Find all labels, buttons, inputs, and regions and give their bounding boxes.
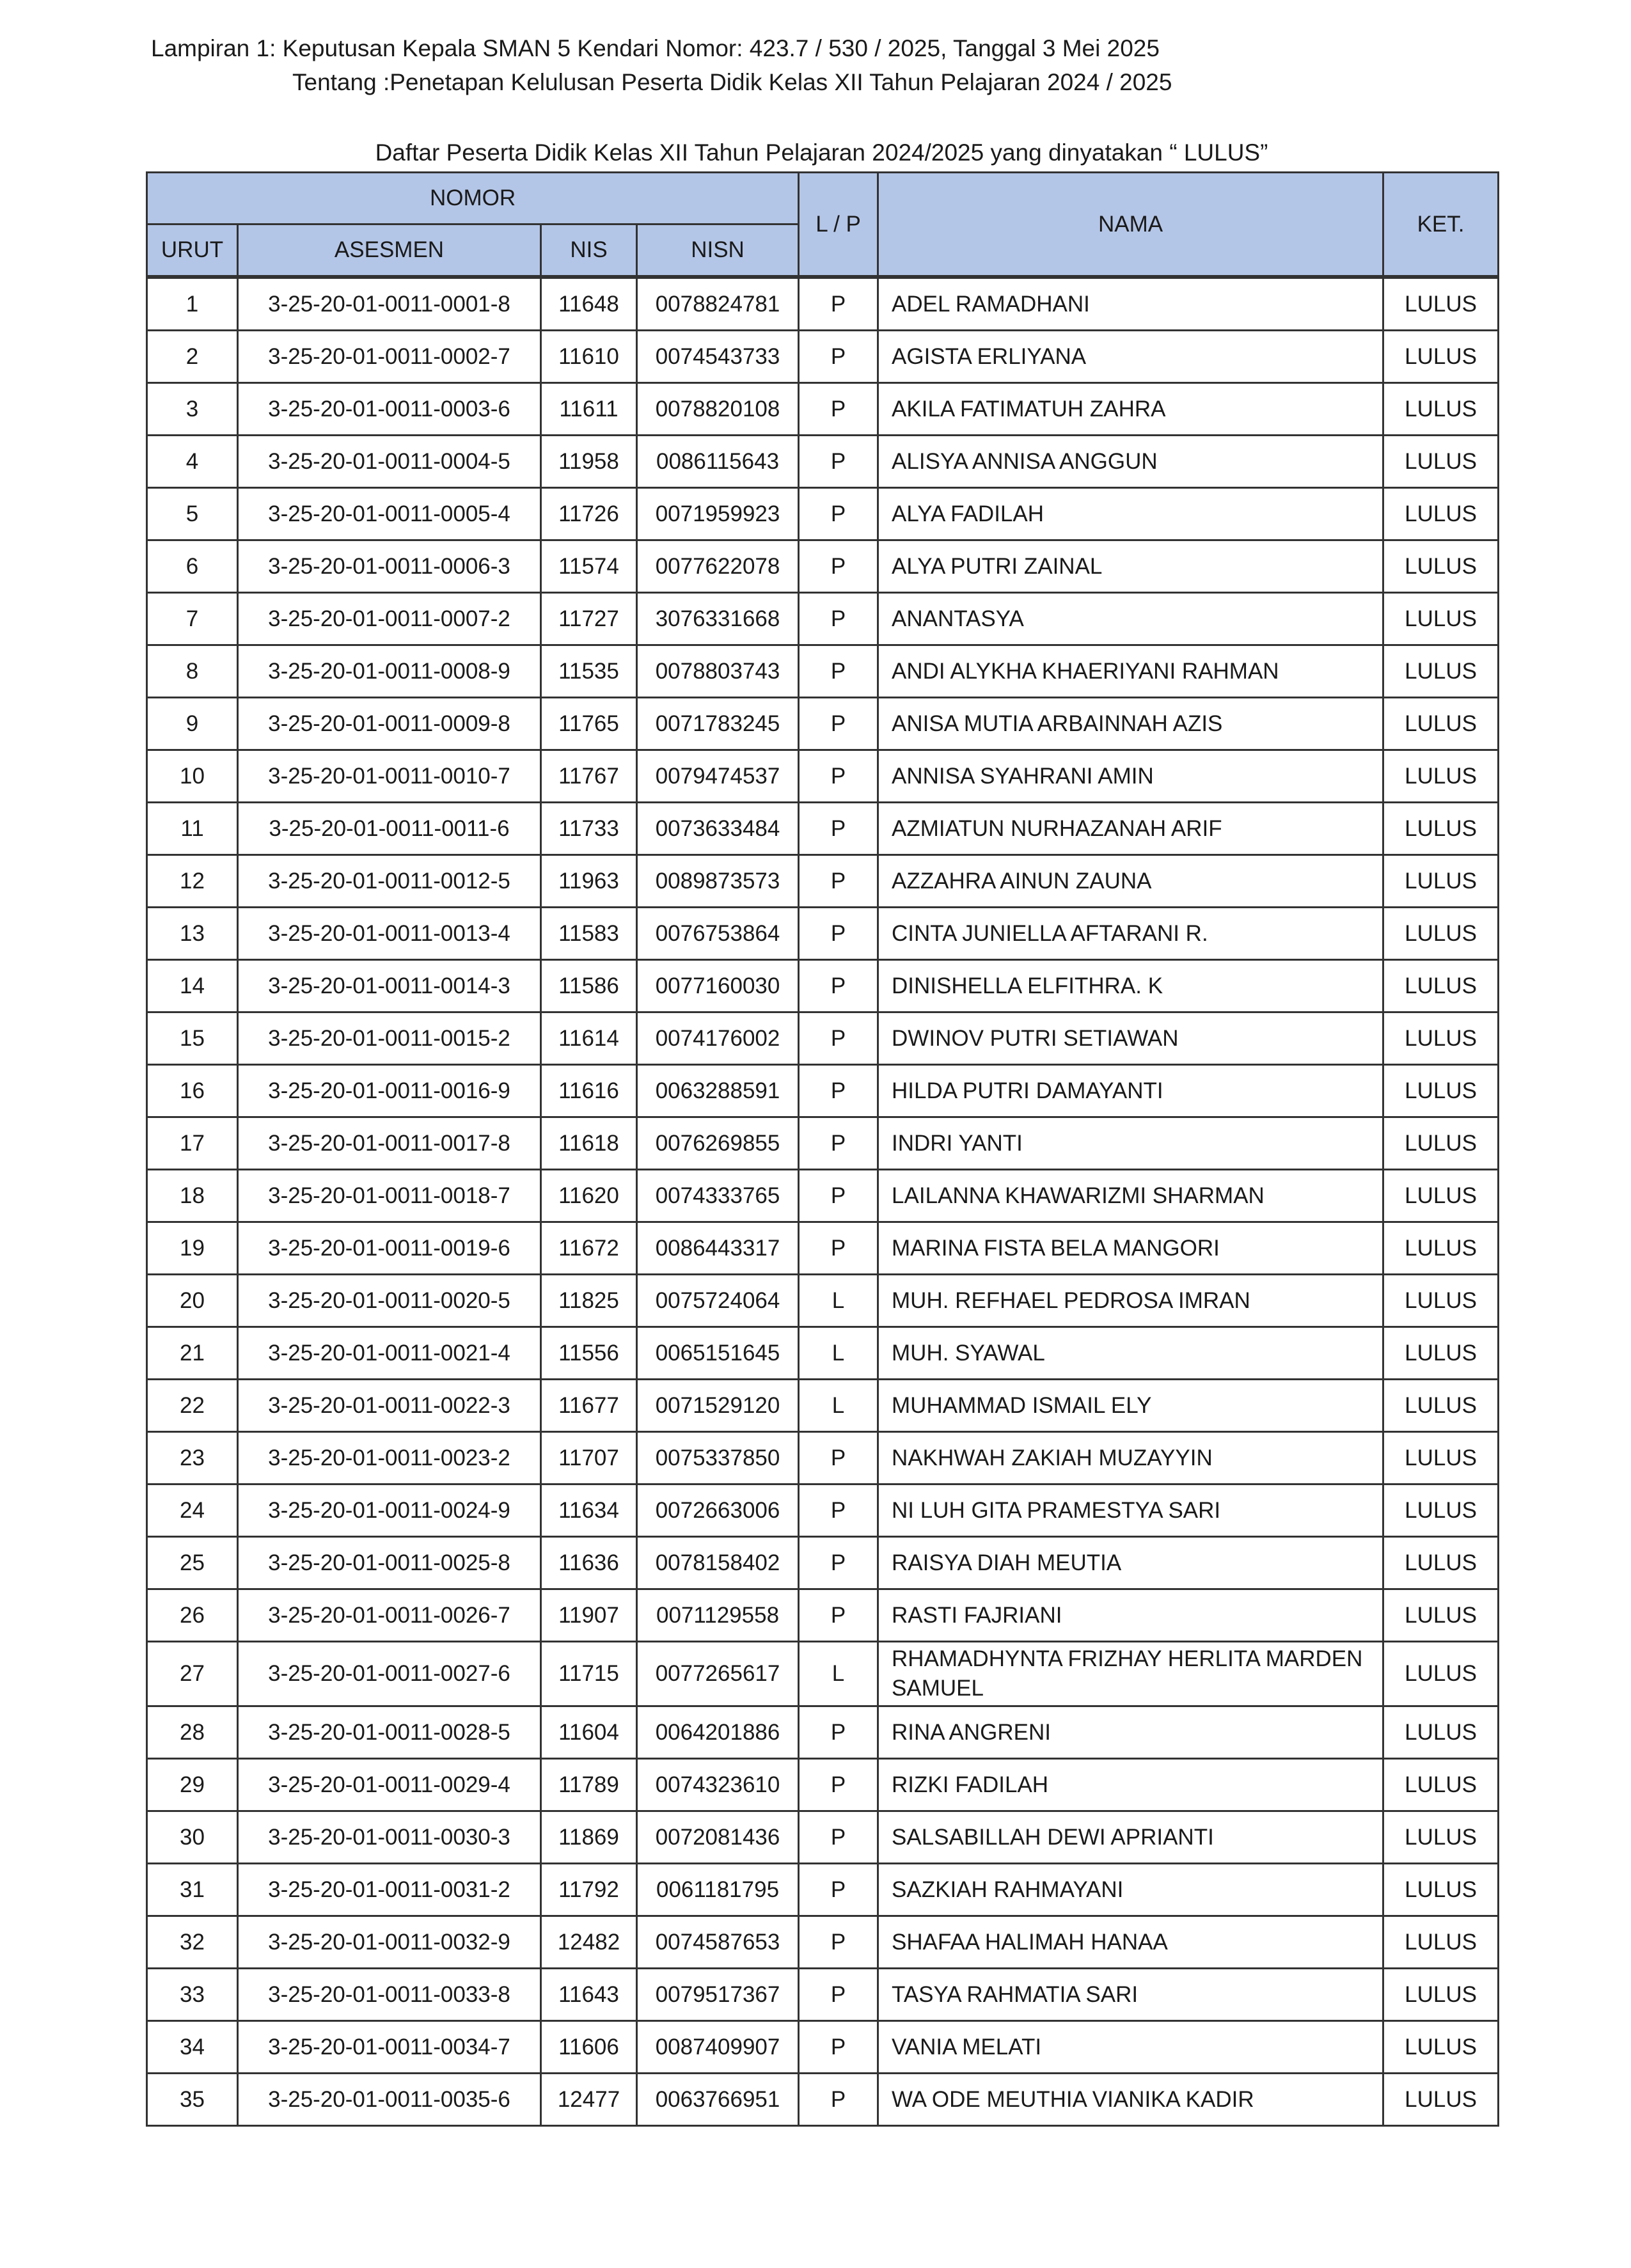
cell-nis: 11715 — [541, 1642, 637, 1706]
cell-urut: 10 — [147, 750, 238, 803]
cell-nisn: 0074587653 — [637, 1916, 799, 1969]
cell-nis: 11726 — [541, 488, 637, 540]
cell-urut: 31 — [147, 1864, 238, 1916]
cell-urut: 24 — [147, 1484, 238, 1537]
cell-lp: L — [799, 1642, 878, 1706]
table-row — [147, 960, 1499, 1012]
cell-nisn: 0077622078 — [637, 540, 799, 593]
cell-nis: 11643 — [541, 1969, 637, 2021]
cell-asesmen: 3-25-20-01-0011-0003-6 — [238, 383, 541, 436]
cell-lp: P — [799, 698, 878, 750]
table-body — [147, 277, 1499, 2126]
cell-nisn: 3076331668 — [637, 593, 799, 645]
cell-nama: NAKHWAH ZAKIAH MUZAYYIN — [878, 1432, 1383, 1484]
table-row — [147, 1484, 1499, 1537]
table-row — [147, 803, 1499, 855]
table-row — [147, 593, 1499, 645]
cell-nisn: 0071129558 — [637, 1589, 799, 1642]
cell-nama: WA ODE MEUTHIA VIANIKA KADIR — [878, 2074, 1383, 2126]
cell-asesmen: 3-25-20-01-0011-0009-8 — [238, 698, 541, 750]
cell-urut: 20 — [147, 1275, 238, 1327]
cell-urut: 1 — [147, 277, 238, 331]
cell-nama: LAILANNA KHAWARIZMI SHARMAN — [878, 1170, 1383, 1222]
cell-ket: LULUS — [1383, 1275, 1499, 1327]
table-row — [147, 1642, 1499, 1706]
cell-lp: P — [799, 277, 878, 331]
cell-urut: 8 — [147, 645, 238, 698]
cell-asesmen: 3-25-20-01-0011-0026-7 — [238, 1589, 541, 1642]
cell-lp: P — [799, 645, 878, 698]
cell-lp: P — [799, 540, 878, 593]
table-row — [147, 1065, 1499, 1117]
cell-lp: P — [799, 960, 878, 1012]
header-nisn: NISN — [637, 224, 799, 278]
header-nomor: NOMOR — [147, 173, 799, 224]
cell-nama: ALYA PUTRI ZAINAL — [878, 540, 1383, 593]
table-row — [147, 1589, 1499, 1642]
cell-nama: AGISTA ERLIYANA — [878, 331, 1383, 383]
cell-nis: 11958 — [541, 436, 637, 488]
cell-nisn: 0077265617 — [637, 1642, 799, 1706]
table-row — [147, 2021, 1499, 2074]
cell-ket: LULUS — [1383, 1864, 1499, 1916]
cell-nama: AZMIATUN NURHAZANAH ARIF — [878, 803, 1383, 855]
cell-lp: P — [799, 855, 878, 908]
cell-urut: 13 — [147, 908, 238, 960]
header-lp: L / P — [799, 173, 878, 278]
cell-nis: 11825 — [541, 1275, 637, 1327]
cell-nama: MARINA FISTA BELA MANGORI — [878, 1222, 1383, 1275]
table-row — [147, 1012, 1499, 1065]
cell-lp: L — [799, 1380, 878, 1432]
cell-nis: 11636 — [541, 1537, 637, 1589]
cell-nisn: 0079517367 — [637, 1969, 799, 2021]
cell-nis: 11907 — [541, 1589, 637, 1642]
cell-asesmen: 3-25-20-01-0011-0032-9 — [238, 1916, 541, 1969]
table-row — [147, 383, 1499, 436]
cell-asesmen: 3-25-20-01-0011-0016-9 — [238, 1065, 541, 1117]
cell-urut: 35 — [147, 2074, 238, 2126]
cell-lp: P — [799, 750, 878, 803]
cell-nis: 11672 — [541, 1222, 637, 1275]
cell-ket: LULUS — [1383, 1969, 1499, 2021]
decree-subject: Tentang :Penetapan Kelulusan Peserta Didik Kelas XII Tahun Pelajaran 2024 / 2025 — [292, 69, 1172, 95]
cell-urut: 21 — [147, 1327, 238, 1380]
cell-ket: LULUS — [1383, 1642, 1499, 1706]
cell-nisn: 0077160030 — [637, 960, 799, 1012]
table-row — [147, 1222, 1499, 1275]
table-row — [147, 1380, 1499, 1432]
cell-lp: P — [799, 803, 878, 855]
decree-reference: Lampiran 1: Keputusan Kepala SMAN 5 Kendari Nomor: 423.7 / 530 / 2025, Tanggal 3 Mei 2025 — [151, 35, 1160, 61]
cell-urut: 29 — [147, 1759, 238, 1811]
cell-nama: INDRI YANTI — [878, 1117, 1383, 1170]
cell-ket: LULUS — [1383, 1484, 1499, 1537]
cell-ket: LULUS — [1383, 488, 1499, 540]
cell-nisn: 0063288591 — [637, 1065, 799, 1117]
table-row — [147, 1864, 1499, 1916]
cell-nisn: 0074333765 — [637, 1170, 799, 1222]
cell-nisn: 0075724064 — [637, 1275, 799, 1327]
cell-ket: LULUS — [1383, 645, 1499, 698]
cell-ket: LULUS — [1383, 277, 1499, 331]
cell-nisn: 0087409907 — [637, 2021, 799, 2074]
table-row — [147, 540, 1499, 593]
table-row — [147, 1916, 1499, 1969]
cell-asesmen: 3-25-20-01-0011-0010-7 — [238, 750, 541, 803]
cell-nama: AZZAHRA AINUN ZAUNA — [878, 855, 1383, 908]
cell-nisn: 0078158402 — [637, 1537, 799, 1589]
cell-lp: P — [799, 1222, 878, 1275]
cell-lp: P — [799, 2021, 878, 2074]
cell-ket: LULUS — [1383, 750, 1499, 803]
cell-urut: 33 — [147, 1969, 238, 2021]
cell-ket: LULUS — [1383, 1537, 1499, 1589]
cell-lp: P — [799, 593, 878, 645]
cell-urut: 15 — [147, 1012, 238, 1065]
cell-nama: RINA ANGRENI — [878, 1706, 1383, 1759]
cell-nis: 11707 — [541, 1432, 637, 1484]
table-row — [147, 698, 1499, 750]
cell-nisn: 0078820108 — [637, 383, 799, 436]
cell-nisn: 0074176002 — [637, 1012, 799, 1065]
cell-nis: 11869 — [541, 1811, 637, 1864]
cell-nisn: 0086115643 — [637, 436, 799, 488]
cell-asesmen: 3-25-20-01-0011-0012-5 — [238, 855, 541, 908]
cell-asesmen: 3-25-20-01-0011-0023-2 — [238, 1432, 541, 1484]
cell-urut: 2 — [147, 331, 238, 383]
cell-lp: P — [799, 1706, 878, 1759]
cell-asesmen: 3-25-20-01-0011-0022-3 — [238, 1380, 541, 1432]
cell-nisn: 0078824781 — [637, 277, 799, 331]
cell-nis: 11616 — [541, 1065, 637, 1117]
table-row — [147, 331, 1499, 383]
cell-asesmen: 3-25-20-01-0011-0028-5 — [238, 1706, 541, 1759]
cell-nama: ANDI ALYKHA KHAERIYANI RAHMAN — [878, 645, 1383, 698]
cell-ket: LULUS — [1383, 908, 1499, 960]
cell-lp: P — [799, 1432, 878, 1484]
cell-nis: 11767 — [541, 750, 637, 803]
cell-nis: 11614 — [541, 1012, 637, 1065]
cell-ket: LULUS — [1383, 960, 1499, 1012]
cell-urut: 3 — [147, 383, 238, 436]
cell-asesmen: 3-25-20-01-0011-0014-3 — [238, 960, 541, 1012]
cell-urut: 23 — [147, 1432, 238, 1484]
table-row — [147, 1759, 1499, 1811]
table-row — [147, 436, 1499, 488]
cell-ket: LULUS — [1383, 1916, 1499, 1969]
header-nis: NIS — [541, 224, 637, 278]
table-row — [147, 1969, 1499, 2021]
cell-asesmen: 3-25-20-01-0011-0027-6 — [238, 1642, 541, 1706]
cell-nis: 11727 — [541, 593, 637, 645]
cell-ket: LULUS — [1383, 1117, 1499, 1170]
cell-urut: 14 — [147, 960, 238, 1012]
cell-nama: ANISA MUTIA ARBAINNAH AZIS — [878, 698, 1383, 750]
cell-asesmen: 3-25-20-01-0011-0013-4 — [238, 908, 541, 960]
cell-nisn: 0065151645 — [637, 1327, 799, 1380]
cell-urut: 7 — [147, 593, 238, 645]
cell-nisn: 0072663006 — [637, 1484, 799, 1537]
cell-nama: VANIA MELATI — [878, 2021, 1383, 2074]
cell-urut: 18 — [147, 1170, 238, 1222]
cell-ket: LULUS — [1383, 1589, 1499, 1642]
cell-ket: LULUS — [1383, 331, 1499, 383]
cell-lp: P — [799, 1484, 878, 1537]
cell-ket: LULUS — [1383, 698, 1499, 750]
cell-ket: LULUS — [1383, 1759, 1499, 1811]
table-row — [147, 1170, 1499, 1222]
cell-ket: LULUS — [1383, 593, 1499, 645]
cell-lp: P — [799, 1170, 878, 1222]
cell-asesmen: 3-25-20-01-0011-0007-2 — [238, 593, 541, 645]
cell-nisn: 0071959923 — [637, 488, 799, 540]
cell-lp: P — [799, 908, 878, 960]
cell-asesmen: 3-25-20-01-0011-0011-6 — [238, 803, 541, 855]
cell-urut: 32 — [147, 1916, 238, 1969]
cell-ket: LULUS — [1383, 540, 1499, 593]
table-row — [147, 488, 1499, 540]
cell-nama: RASTI FAJRIANI — [878, 1589, 1383, 1642]
cell-nama: ALISYA ANNISA ANGGUN — [878, 436, 1383, 488]
cell-nisn: 0079474537 — [637, 750, 799, 803]
cell-nisn: 0076753864 — [637, 908, 799, 960]
cell-ket: LULUS — [1383, 2021, 1499, 2074]
cell-nama: MUH. SYAWAL — [878, 1327, 1383, 1380]
cell-asesmen: 3-25-20-01-0011-0005-4 — [238, 488, 541, 540]
cell-nis: 11620 — [541, 1170, 637, 1222]
cell-asesmen: 3-25-20-01-0011-0006-3 — [238, 540, 541, 593]
cell-nama: TASYA RAHMATIA SARI — [878, 1969, 1383, 2021]
cell-asesmen: 3-25-20-01-0011-0024-9 — [238, 1484, 541, 1537]
cell-nisn: 0074543733 — [637, 331, 799, 383]
cell-ket: LULUS — [1383, 383, 1499, 436]
cell-nama: NI LUH GITA PRAMESTYA SARI — [878, 1484, 1383, 1537]
cell-asesmen: 3-25-20-01-0011-0015-2 — [238, 1012, 541, 1065]
cell-lp: P — [799, 1065, 878, 1117]
cell-nis: 11610 — [541, 331, 637, 383]
table-row — [147, 908, 1499, 960]
table-row — [147, 1117, 1499, 1170]
header-nama: NAMA — [878, 173, 1383, 278]
cell-nisn: 0063766951 — [637, 2074, 799, 2126]
header-ket: KET. — [1383, 173, 1499, 278]
table-caption: Daftar Peserta Didik Kelas XII Tahun Pelajaran 2024/2025 yang dinyatakan “ LULUS” — [375, 139, 1268, 166]
cell-nisn: 0086443317 — [637, 1222, 799, 1275]
table-row — [147, 1811, 1499, 1864]
cell-ket: LULUS — [1383, 1380, 1499, 1432]
cell-asesmen: 3-25-20-01-0011-0021-4 — [238, 1327, 541, 1380]
cell-nisn: 0064201886 — [637, 1706, 799, 1759]
cell-ket: LULUS — [1383, 436, 1499, 488]
cell-nis: 11604 — [541, 1706, 637, 1759]
cell-nisn: 0071783245 — [637, 698, 799, 750]
cell-urut: 4 — [147, 436, 238, 488]
cell-nama: ANANTASYA — [878, 593, 1383, 645]
cell-nama: MUH. REFHAEL PEDROSA IMRAN — [878, 1275, 1383, 1327]
cell-asesmen: 3-25-20-01-0011-0035-6 — [238, 2074, 541, 2126]
cell-lp: P — [799, 1012, 878, 1065]
table-row — [147, 645, 1499, 698]
cell-nama: SAZKIAH RAHMAYANI — [878, 1864, 1383, 1916]
cell-ket: LULUS — [1383, 2074, 1499, 2126]
cell-nis: 11556 — [541, 1327, 637, 1380]
cell-nama: HILDA PUTRI DAMAYANTI — [878, 1065, 1383, 1117]
table-row — [147, 1275, 1499, 1327]
table-row — [147, 1432, 1499, 1484]
cell-nama: DWINOV PUTRI SETIAWAN — [878, 1012, 1383, 1065]
cell-nisn: 0089873573 — [637, 855, 799, 908]
cell-asesmen: 3-25-20-01-0011-0002-7 — [238, 331, 541, 383]
table-row — [147, 750, 1499, 803]
cell-nama: RHAMADHYNTA FRIZHAY HERLITA MARDEN SAMUEL — [878, 1642, 1383, 1706]
cell-nama: RAISYA DIAH MEUTIA — [878, 1537, 1383, 1589]
cell-nis: 11606 — [541, 2021, 637, 2074]
cell-asesmen: 3-25-20-01-0011-0008-9 — [238, 645, 541, 698]
cell-urut: 34 — [147, 2021, 238, 2074]
cell-lp: P — [799, 1117, 878, 1170]
cell-nis: 11634 — [541, 1484, 637, 1537]
cell-lp: P — [799, 1811, 878, 1864]
cell-urut: 12 — [147, 855, 238, 908]
cell-nisn: 0071529120 — [637, 1380, 799, 1432]
cell-nis: 11611 — [541, 383, 637, 436]
cell-urut: 19 — [147, 1222, 238, 1275]
cell-nama: ALYA FADILAH — [878, 488, 1383, 540]
cell-ket: LULUS — [1383, 1706, 1499, 1759]
cell-lp: P — [799, 383, 878, 436]
cell-lp: P — [799, 1759, 878, 1811]
cell-nis: 11677 — [541, 1380, 637, 1432]
cell-nis: 11733 — [541, 803, 637, 855]
cell-urut: 28 — [147, 1706, 238, 1759]
cell-asesmen: 3-25-20-01-0011-0004-5 — [238, 436, 541, 488]
cell-ket: LULUS — [1383, 1327, 1499, 1380]
cell-ket: LULUS — [1383, 803, 1499, 855]
cell-nis: 11583 — [541, 908, 637, 960]
cell-nama: SHAFAA HALIMAH HANAA — [878, 1916, 1383, 1969]
cell-asesmen: 3-25-20-01-0011-0018-7 — [238, 1170, 541, 1222]
cell-urut: 5 — [147, 488, 238, 540]
cell-nama: AKILA FATIMATUH ZAHRA — [878, 383, 1383, 436]
cell-lp: P — [799, 2074, 878, 2126]
cell-nis: 12482 — [541, 1916, 637, 1969]
cell-nis: 11963 — [541, 855, 637, 908]
table-row — [147, 1706, 1499, 1759]
cell-asesmen: 3-25-20-01-0011-0019-6 — [238, 1222, 541, 1275]
table-row — [147, 1327, 1499, 1380]
cell-ket: LULUS — [1383, 1065, 1499, 1117]
cell-nisn: 0075337850 — [637, 1432, 799, 1484]
cell-nama: DINISHELLA ELFITHRA. K — [878, 960, 1383, 1012]
cell-nis: 11648 — [541, 277, 637, 331]
graduation-table — [146, 171, 1499, 2127]
cell-ket: LULUS — [1383, 1012, 1499, 1065]
cell-ket: LULUS — [1383, 1170, 1499, 1222]
cell-urut: 22 — [147, 1380, 238, 1432]
cell-nama: CINTA JUNIELLA AFTARANI R. — [878, 908, 1383, 960]
cell-asesmen: 3-25-20-01-0011-0033-8 — [238, 1969, 541, 2021]
cell-ket: LULUS — [1383, 1811, 1499, 1864]
cell-lp: P — [799, 331, 878, 383]
cell-urut: 6 — [147, 540, 238, 593]
cell-urut: 16 — [147, 1065, 238, 1117]
header-urut: URUT — [147, 224, 238, 278]
cell-urut: 30 — [147, 1811, 238, 1864]
cell-nama: SALSABILLAH DEWI APRIANTI — [878, 1811, 1383, 1864]
cell-nis: 11574 — [541, 540, 637, 593]
cell-nisn: 0078803743 — [637, 645, 799, 698]
cell-nisn: 0074323610 — [637, 1759, 799, 1811]
cell-asesmen: 3-25-20-01-0011-0020-5 — [238, 1275, 541, 1327]
cell-nisn: 0076269855 — [637, 1117, 799, 1170]
table-row — [147, 855, 1499, 908]
cell-lp: P — [799, 1589, 878, 1642]
cell-nisn: 0061181795 — [637, 1864, 799, 1916]
cell-lp: P — [799, 436, 878, 488]
cell-urut: 25 — [147, 1537, 238, 1589]
cell-lp: P — [799, 1916, 878, 1969]
cell-nama: ANNISA SYAHRANI AMIN — [878, 750, 1383, 803]
table-header — [147, 173, 1499, 278]
cell-nis: 11586 — [541, 960, 637, 1012]
cell-lp: P — [799, 1969, 878, 2021]
cell-nis: 11535 — [541, 645, 637, 698]
cell-urut: 11 — [147, 803, 238, 855]
cell-asesmen: 3-25-20-01-0011-0017-8 — [238, 1117, 541, 1170]
cell-asesmen: 3-25-20-01-0011-0030-3 — [238, 1811, 541, 1864]
cell-lp: L — [799, 1275, 878, 1327]
cell-nis: 11792 — [541, 1864, 637, 1916]
cell-nis: 11618 — [541, 1117, 637, 1170]
cell-ket: LULUS — [1383, 1432, 1499, 1484]
cell-nis: 12477 — [541, 2074, 637, 2126]
cell-urut: 26 — [147, 1589, 238, 1642]
cell-asesmen: 3-25-20-01-0011-0031-2 — [238, 1864, 541, 1916]
cell-nis: 11765 — [541, 698, 637, 750]
cell-asesmen: 3-25-20-01-0011-0001-8 — [238, 277, 541, 331]
cell-nisn: 0072081436 — [637, 1811, 799, 1864]
cell-lp: P — [799, 488, 878, 540]
cell-asesmen: 3-25-20-01-0011-0029-4 — [238, 1759, 541, 1811]
cell-asesmen: 3-25-20-01-0011-0034-7 — [238, 2021, 541, 2074]
table-row — [147, 1537, 1499, 1589]
cell-urut: 27 — [147, 1642, 238, 1706]
cell-lp: P — [799, 1537, 878, 1589]
cell-ket: LULUS — [1383, 1222, 1499, 1275]
cell-nama: RIZKI FADILAH — [878, 1759, 1383, 1811]
cell-nisn: 0073633484 — [637, 803, 799, 855]
cell-urut: 17 — [147, 1117, 238, 1170]
cell-nama: MUHAMMAD ISMAIL ELY — [878, 1380, 1383, 1432]
cell-lp: P — [799, 1864, 878, 1916]
table-row — [147, 2074, 1499, 2126]
table-row — [147, 277, 1499, 331]
cell-urut: 9 — [147, 698, 238, 750]
cell-asesmen: 3-25-20-01-0011-0025-8 — [238, 1537, 541, 1589]
cell-nis: 11789 — [541, 1759, 637, 1811]
cell-ket: LULUS — [1383, 855, 1499, 908]
cell-nama: ADEL RAMADHANI — [878, 277, 1383, 331]
header-asesmen: ASESMEN — [238, 224, 541, 278]
cell-lp: L — [799, 1327, 878, 1380]
